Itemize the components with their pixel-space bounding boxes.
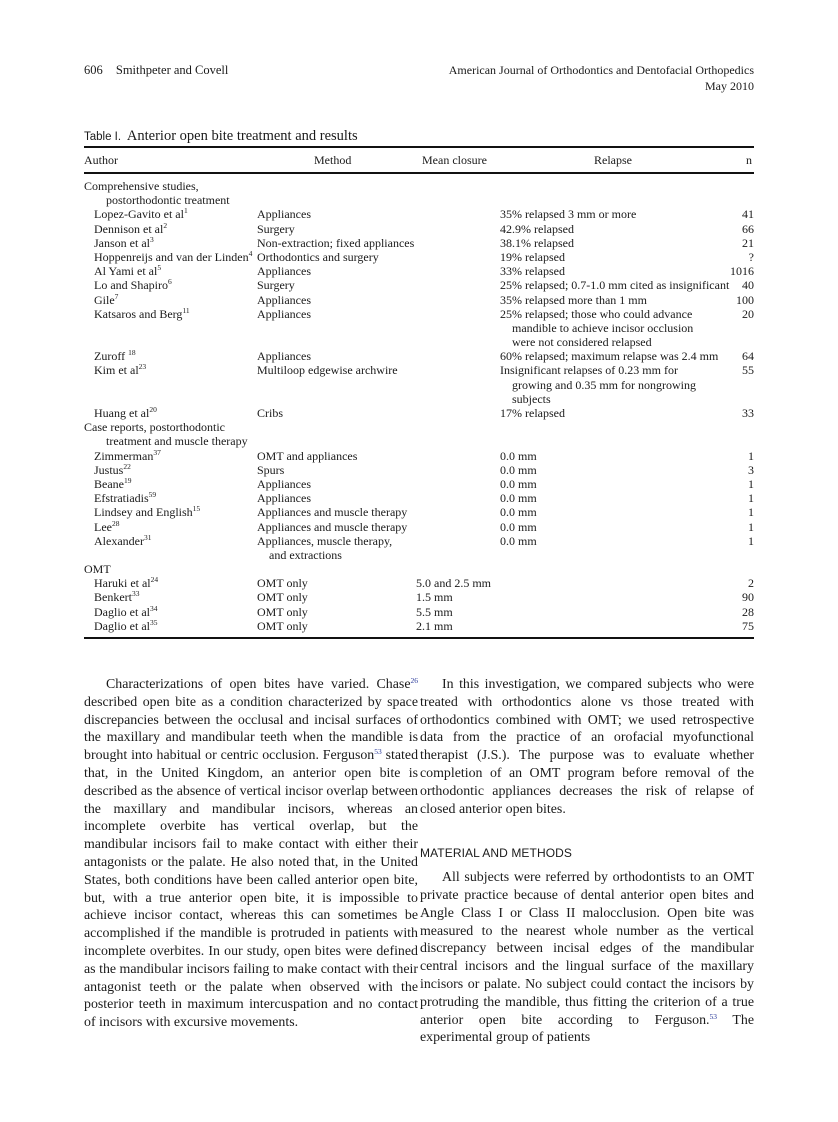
cell-method xyxy=(257,534,392,548)
cell-author-text: Gile xyxy=(94,292,115,307)
cell-n xyxy=(742,278,754,292)
cell-relapse-text: 35% relapsed more than 1 mm xyxy=(500,292,647,307)
citation-ref[interactable]: 4 xyxy=(248,248,253,258)
cell-n xyxy=(742,619,754,633)
table-row-continuation xyxy=(84,548,754,562)
cell-method xyxy=(257,505,407,519)
table-row xyxy=(84,520,754,534)
cell-author xyxy=(84,307,190,321)
cell-method-text: Surgery xyxy=(257,278,295,293)
cell-method xyxy=(257,619,308,633)
cell-n xyxy=(742,207,754,221)
cell-author xyxy=(84,449,161,463)
cell-mean-closure-text: 2.1 mm xyxy=(416,618,453,633)
cell-relapse-text: 0.0 mm xyxy=(500,533,537,548)
cell-n-text: 90 xyxy=(742,590,754,605)
cell-relapse-text: 19% relapsed xyxy=(500,249,565,264)
cell-method xyxy=(257,449,357,463)
table-row-continuation xyxy=(84,392,754,406)
cell-relapse-text: 60% relapsed; maximum relapse was 2.4 mm xyxy=(500,349,719,364)
issue-date: May 2010 xyxy=(705,79,754,93)
cell-author xyxy=(84,236,154,250)
results-table xyxy=(84,146,754,639)
cell-relapse-text: 38.1% relapsed xyxy=(500,235,574,250)
cell-n-text: 66 xyxy=(742,221,754,236)
cell-method xyxy=(257,236,414,250)
cell-relapse-text: growing and 0.35 mm for nongrowing xyxy=(512,377,696,392)
cell-n-text: 20 xyxy=(742,306,754,321)
text-run: Characterizations of open bites have varied. Chase xyxy=(106,677,411,692)
cell-author-text: Zimmerman xyxy=(94,448,154,463)
cell-author xyxy=(84,505,200,519)
cell-relapse xyxy=(500,349,718,363)
cell-method-text: OMT only xyxy=(257,590,308,605)
running-head-authors: Smithpeter and Covell xyxy=(115,63,229,77)
cell-relapse xyxy=(500,307,692,321)
table-group-row xyxy=(84,193,754,207)
cell-relapse xyxy=(500,293,647,307)
cell-n xyxy=(742,406,754,420)
citation-ref[interactable]: 53 xyxy=(709,1011,718,1021)
cell-author-text: Daglio et al xyxy=(94,618,150,633)
group-label xyxy=(84,562,111,576)
cell-method xyxy=(257,491,311,505)
group-label-text: postorthodontic treatment xyxy=(106,193,230,208)
cell-author xyxy=(84,250,252,264)
cell-author-text: Dennison et al xyxy=(94,221,164,236)
cell-n-text: 3 xyxy=(748,462,754,477)
cell-relapse-text: Insignificant relapses of 0.23 mm for xyxy=(500,363,678,378)
cell-author-text: Justus xyxy=(94,462,124,477)
cell-method-text: Multiloop edgewise archwire xyxy=(257,363,398,378)
cell-author xyxy=(84,463,131,477)
header-mean-closure: Mean closure xyxy=(422,153,487,167)
running-head-left xyxy=(84,62,228,78)
cell-n-text: 2 xyxy=(748,576,754,591)
citation-ref[interactable]: 6 xyxy=(168,277,172,287)
header-n: n xyxy=(746,153,752,167)
cell-author xyxy=(84,477,131,491)
cell-author-text: Haruki et al xyxy=(94,576,151,591)
cell-n xyxy=(736,293,754,307)
cell-relapse-text: 25% relapsed; those who could advance xyxy=(500,306,693,321)
cell-author-text: Efstratiadis xyxy=(94,491,149,506)
group-label-text: Case reports, postorthodontic xyxy=(84,420,225,435)
table-row-continuation xyxy=(84,335,754,349)
cell-method xyxy=(257,264,311,278)
cell-relapse xyxy=(500,534,537,548)
table-group-row xyxy=(84,179,754,193)
cell-method-text: OMT only xyxy=(257,604,308,619)
cell-method xyxy=(257,293,311,307)
cell-relapse xyxy=(500,491,537,505)
table-row-continuation xyxy=(84,321,754,335)
citation-ref[interactable]: 53 xyxy=(374,747,382,757)
cell-method xyxy=(257,406,283,420)
cell-method-text: Appliances xyxy=(257,476,311,491)
cell-method-text: Surgery xyxy=(257,221,295,236)
cell-n xyxy=(730,264,754,278)
cell-relapse-text: 17% relapsed xyxy=(500,406,565,420)
citation-ref[interactable]: 2 xyxy=(163,220,168,230)
header-author: Author xyxy=(84,153,118,167)
cell-n xyxy=(742,605,754,619)
table-row xyxy=(84,590,754,604)
journal-title: American Journal of Orthodontics and Dentofacial Orthopedics xyxy=(448,63,754,77)
table-caption xyxy=(84,127,358,146)
cell-relapse-text: 0.0 mm xyxy=(500,491,537,506)
cell-relapse-text: mandible to achieve incisor occlusion xyxy=(512,320,694,335)
cell-relapse xyxy=(500,278,729,292)
citation-ref[interactable]: 18 xyxy=(128,348,136,358)
table-row xyxy=(84,222,754,236)
cell-method-text: OMT only xyxy=(257,618,308,633)
cell-relapse xyxy=(500,520,537,534)
cell-relapse xyxy=(500,321,693,335)
cell-n xyxy=(748,576,754,590)
cell-author-text: Lee xyxy=(94,519,112,534)
table-row-continuation xyxy=(84,378,754,392)
cell-method-text: Appliances xyxy=(257,491,311,506)
cell-n-text: 1 xyxy=(748,533,754,548)
table-row xyxy=(84,363,754,377)
cell-n xyxy=(748,534,754,548)
cell-relapse xyxy=(500,222,574,236)
cell-method xyxy=(257,548,342,562)
citation-ref[interactable]: 11 xyxy=(182,305,190,315)
cell-n xyxy=(748,449,754,463)
cell-n xyxy=(748,505,754,519)
cell-relapse-text: 25% relapsed; 0.7-1.0 mm cited as insignificant xyxy=(500,278,730,293)
body-column-left xyxy=(84,676,418,1032)
table-row xyxy=(84,264,754,278)
cell-relapse-text: were not considered relapsed xyxy=(512,335,652,350)
cell-n-text: 33 xyxy=(742,406,754,420)
citation-ref[interactable]: 7 xyxy=(114,291,119,301)
cell-n xyxy=(742,236,754,250)
citation-ref[interactable]: 1 xyxy=(183,206,188,216)
cell-n xyxy=(748,520,754,534)
cell-method-text: OMT and appliances xyxy=(257,448,358,463)
cell-relapse xyxy=(500,392,551,406)
cell-author-text: Lo and Shapiro xyxy=(94,278,168,293)
cell-author-text: Al Yami et al xyxy=(94,264,158,279)
cell-method xyxy=(257,307,311,321)
table-row xyxy=(84,491,754,505)
table-header-row xyxy=(84,148,754,172)
table-bottom-rule xyxy=(84,637,754,639)
cell-relapse-text: 42.9% relapsed xyxy=(500,221,574,236)
table-group-row xyxy=(84,434,754,448)
cell-relapse xyxy=(500,378,696,392)
citation-ref[interactable]: 33 xyxy=(132,589,140,599)
cell-n-text: 75 xyxy=(742,618,754,633)
cell-n-text: 55 xyxy=(742,363,754,378)
cell-mean-closure xyxy=(416,605,453,619)
citation-ref[interactable]: 24 xyxy=(150,575,159,585)
cell-relapse xyxy=(500,236,574,250)
cell-n-text: 100 xyxy=(736,292,754,307)
cell-mean-closure-text: 1.5 mm xyxy=(416,590,453,605)
cell-author xyxy=(84,222,167,236)
cell-relapse xyxy=(500,363,678,377)
group-label xyxy=(84,434,248,448)
cell-method-text: Appliances xyxy=(257,292,311,307)
body-column-right xyxy=(420,676,754,1047)
table-row xyxy=(84,307,754,321)
cell-method xyxy=(257,349,311,363)
cell-method-text: Orthodontics and surgery xyxy=(257,249,379,264)
cell-method-text: OMT only xyxy=(257,576,308,591)
cell-method xyxy=(257,222,295,236)
cell-mean-closure xyxy=(416,619,453,633)
cell-author xyxy=(84,293,118,307)
cell-n xyxy=(742,590,754,604)
table-row xyxy=(84,576,754,590)
table-row xyxy=(84,293,754,307)
page-number: 606 xyxy=(84,63,103,77)
paragraph: In this investigation, we compared subjects who were treated with orthodontics alone vs those treated with orthodontics combined with OMT; we used retrospective data from the practice of an orofacial myofunctional therapist (J.S.). The purpose was to evaluate whether completion of an OMT program before removal of the orthodontic appliances decreases the risk of relapse of closed anterior open bites. xyxy=(420,677,754,817)
table-row xyxy=(84,619,754,633)
table-row xyxy=(84,505,754,519)
cell-n-text: 28 xyxy=(742,604,754,619)
table-row xyxy=(84,449,754,463)
cell-n xyxy=(749,250,754,264)
cell-relapse-text: 35% relapsed 3 mm or more xyxy=(500,207,637,222)
cell-author-text: Zuroff xyxy=(94,349,129,364)
cell-author-text: Janson et al xyxy=(94,235,150,250)
cell-method xyxy=(257,207,311,221)
text-run: described open bite as a condition characterized by space discrepancies between the occlusal and incisal surfaces of the maxillary and mandibular teeth when the mandible is brought into habitual or centric occlusion. Ferguson xyxy=(84,694,418,764)
citation-ref[interactable]: 22 xyxy=(123,461,131,471)
cell-mean-closure xyxy=(416,576,491,590)
cell-mean-closure-text: 5.0 and 2.5 mm xyxy=(416,576,491,591)
cell-author xyxy=(84,264,161,278)
cell-relapse-text: 0.0 mm xyxy=(500,476,537,491)
section-heading: MATERIAL AND METHODS xyxy=(420,846,573,861)
citation-ref[interactable]: 31 xyxy=(143,532,152,542)
citation-ref[interactable]: 23 xyxy=(138,362,147,372)
cell-author xyxy=(84,278,172,292)
cell-author-text: Daglio et al xyxy=(94,604,150,619)
cell-relapse-text: 33% relapsed xyxy=(500,264,565,279)
table-group-row xyxy=(84,420,754,434)
cell-relapse xyxy=(500,250,565,264)
table-row xyxy=(84,349,754,363)
cell-n xyxy=(742,222,754,236)
cell-n xyxy=(742,363,754,377)
cell-method-text: Appliances and muscle therapy xyxy=(257,505,408,520)
table-body xyxy=(84,174,754,633)
paragraph xyxy=(84,676,418,1032)
citation-ref[interactable]: 5 xyxy=(157,263,162,273)
text-run: stated that, in the United Kingdom, an anterior open bite is described as the absence of vertical incisor overlap between the maxillary and mandibular incisors, whereas an incomplete overbite has vertical overlap, but the mandibular incisors fail to make contact with either their antagonists or the palate. He also noted that, in the United States, both conditions have been called anterior open bite, but, with a true anterior open bite, it is impossible to achieve incisor contact, whereas this can sometimes be accomplished if the mandible is protruded in patients with incomplete overbites. In our study, open bites were defined as the mandibular incisors failing to make contact with their antagonist teeth or the palate when observed with the posterior teeth in maximum intercuspation and no contact of incisors with excursive movements. xyxy=(84,748,419,1031)
table-row xyxy=(84,278,754,292)
cell-n xyxy=(748,463,754,477)
group-label-text: Comprehensive studies, xyxy=(84,179,199,193)
cell-mean-closure xyxy=(416,590,453,604)
table-group-row xyxy=(84,562,754,576)
citation-ref[interactable]: 35 xyxy=(149,617,158,627)
cell-method xyxy=(257,576,308,590)
cell-author xyxy=(84,406,157,420)
cell-method-text: Appliances, muscle therapy, xyxy=(257,533,393,548)
cell-method-text: Spurs xyxy=(257,462,285,477)
table-row xyxy=(84,250,754,264)
cell-method-text: Non-extraction; fixed appliances xyxy=(257,235,415,250)
citation-ref[interactable]: 37 xyxy=(153,447,161,457)
citation-ref[interactable]: 34 xyxy=(149,603,158,613)
cell-relapse xyxy=(500,477,537,491)
group-label-text: OMT xyxy=(84,562,111,577)
group-label xyxy=(84,193,230,207)
cell-method xyxy=(257,463,284,477)
group-label xyxy=(84,420,225,434)
cell-relapse-text: 0.0 mm xyxy=(500,462,537,477)
cell-method xyxy=(257,477,311,491)
cell-author-text: Hoppenreijs and van der Linden xyxy=(94,249,249,264)
cell-n-text: 1 xyxy=(748,519,754,534)
cell-author-text: Huang et al xyxy=(94,406,150,420)
cell-n-text: 1 xyxy=(748,476,754,491)
cell-author xyxy=(84,520,119,534)
cell-n-text: 1 xyxy=(748,448,754,463)
text-run: All subjects were referred by orthodontists to an OMT private practice because of dental anterior open bites and Angle Class I or Class II malocclusion. Open bite was measured to the nearest whole number as the vertical discrepancy between incisal edges of the mandibular central incisors and the lingual surface of the maxillary incisors or palate. No subject could contact the incisors by protruding the mandible, thus fitting the criterion of a true anterior open bite according to Ferguson. xyxy=(420,870,754,1028)
cell-n xyxy=(742,349,754,363)
cell-method xyxy=(257,605,308,619)
cell-author xyxy=(84,619,157,633)
cell-n xyxy=(742,307,754,321)
table-row xyxy=(84,236,754,250)
text-run: The experimental group of patients xyxy=(420,1012,754,1046)
cell-author xyxy=(84,605,157,619)
table-row xyxy=(84,406,754,420)
cell-author-text: Katsaros and Berg xyxy=(94,306,183,321)
cell-relapse xyxy=(500,463,537,477)
cell-author xyxy=(84,207,188,221)
cell-method xyxy=(257,278,295,292)
cell-author-text: Lindsey and English xyxy=(94,505,193,520)
table-row xyxy=(84,463,754,477)
cell-method-text: Cribs xyxy=(257,406,284,420)
cell-relapse-text: 0.0 mm xyxy=(500,519,537,534)
cell-author xyxy=(84,534,151,548)
cell-author xyxy=(84,349,136,363)
cell-relapse xyxy=(500,406,565,420)
cell-n-text: 41 xyxy=(742,207,754,222)
citation-ref[interactable]: 20 xyxy=(149,405,157,414)
citation-ref[interactable]: 26 xyxy=(410,676,418,685)
table-row xyxy=(84,477,754,491)
cell-author-text: Beane xyxy=(94,476,124,491)
cell-author xyxy=(84,491,156,505)
header-method: Method xyxy=(314,153,352,167)
cell-n-text: 1 xyxy=(748,505,754,520)
table-row xyxy=(84,605,754,619)
cell-mean-closure-text: 5.5 mm xyxy=(416,604,453,619)
cell-n-text: ? xyxy=(748,249,754,264)
cell-method-text: Appliances xyxy=(257,207,311,222)
table-label: Table I. xyxy=(84,131,122,143)
table-row xyxy=(84,534,754,548)
cell-author xyxy=(84,590,140,604)
cell-n-text: 21 xyxy=(742,235,754,250)
group-label xyxy=(84,179,199,193)
citation-ref[interactable]: 3 xyxy=(150,234,154,244)
citation-ref[interactable]: 28 xyxy=(111,518,120,528)
cell-method-text: Appliances and muscle therapy xyxy=(257,519,408,534)
cell-method-text: Appliances xyxy=(257,264,311,279)
cell-relapse xyxy=(500,449,537,463)
cell-relapse-text: 0.0 mm xyxy=(500,505,537,520)
cell-n xyxy=(748,491,754,505)
cell-author-text: Benkert xyxy=(94,590,132,605)
cell-relapse xyxy=(500,335,652,349)
group-label-text: treatment and muscle therapy xyxy=(106,434,248,449)
citation-ref[interactable]: 15 xyxy=(192,504,201,514)
cell-relapse xyxy=(500,505,537,519)
cell-method-text: Appliances xyxy=(257,306,311,321)
cell-method-text: and extractions xyxy=(269,547,342,562)
cell-n-text: 40 xyxy=(742,278,754,293)
cell-author-text: Kim et al xyxy=(94,363,139,378)
cell-relapse-text: subjects xyxy=(512,391,551,406)
cell-method xyxy=(257,250,379,264)
running-head-right xyxy=(449,62,754,94)
cell-author xyxy=(84,576,158,590)
cell-author-text: Lopez-Gavito et al xyxy=(94,207,184,222)
cell-method xyxy=(257,363,398,377)
cell-method-text: Appliances xyxy=(257,349,311,364)
cell-n-text: 64 xyxy=(742,349,754,364)
paragraph xyxy=(420,869,754,1047)
cell-n xyxy=(748,477,754,491)
cell-author-text: Alexander xyxy=(94,533,144,548)
cell-author xyxy=(84,363,146,377)
citation-ref[interactable]: 59 xyxy=(148,490,157,500)
cell-relapse-text: 0.0 mm xyxy=(500,448,537,463)
cell-relapse xyxy=(500,264,565,278)
citation-ref[interactable]: 19 xyxy=(123,475,132,485)
cell-method xyxy=(257,590,308,604)
cell-relapse xyxy=(500,207,636,221)
header-relapse: Relapse xyxy=(594,153,632,167)
cell-method xyxy=(257,520,407,534)
cell-n-text: 1016 xyxy=(730,264,754,279)
table-title: Anterior open bite treatment and results xyxy=(126,128,358,144)
table-row xyxy=(84,207,754,221)
cell-n-text: 1 xyxy=(748,491,754,506)
